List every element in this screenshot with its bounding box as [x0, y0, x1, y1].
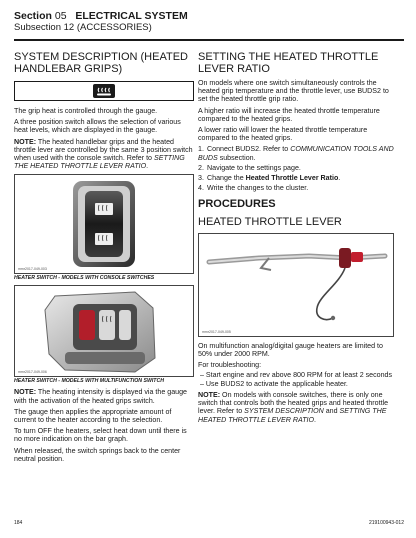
step-number: 3. [198, 174, 204, 183]
step-number: 2. [198, 163, 204, 172]
note-link-system-description[interactable]: SYSTEM DESCRIPTION [244, 407, 324, 416]
step-text-end: subsection. [217, 153, 256, 162]
note-end: . [146, 162, 149, 171]
lower-ratio-text: A lower ratio will lower the heated throttle temperature compared to the heated grips. [198, 126, 368, 143]
rpm-limit-text: On multifunction analog/digital gauge heaters are limited to 50% under 2000 RPM. [198, 341, 383, 359]
figure-ref: mmr2017-049-006 [18, 370, 47, 375]
multifunction-switch-image [15, 286, 193, 376]
note-end: . [314, 415, 316, 424]
document-number: 219100943-012 [368, 520, 404, 526]
step-bold-term: Heated Throttle Lever Ratio [245, 174, 339, 183]
step-link[interactable]: COMMUNICATION TOOLS AND BUDS [198, 145, 394, 162]
console-switch-image [15, 175, 193, 273]
troubleshooting-list [198, 371, 394, 388]
grip-heat-intro: The grip heat is controlled through the gauge. [14, 107, 158, 115]
page-number: 184 [14, 520, 23, 526]
note-text: The heating intensity is displayed via the gauge with the activation of the heated grips switch. [14, 388, 187, 405]
left-column [14, 52, 194, 466]
section-title: ELECTRICAL SYSTEM [75, 10, 188, 22]
subsection-heading: Subsection 12 (ACCESSORIES) [14, 22, 152, 33]
step-number: 1. [198, 145, 204, 154]
page-header [14, 10, 404, 34]
step-text: Write the changes to the cluster. [207, 184, 309, 193]
procedures-heading: PROCEDURES [198, 198, 276, 211]
section-heading [14, 10, 404, 22]
step-number: 4. [198, 184, 204, 193]
note-shared-switch [14, 138, 194, 171]
header-rule [14, 39, 404, 41]
gauge-current-text: The gauge then applies the appropriate amount of current to the heater according to the selection. [14, 407, 172, 425]
throttle-lever-image [199, 234, 393, 336]
note-mid: and [323, 407, 340, 416]
note-label: NOTE: [14, 388, 37, 397]
step-item [198, 145, 394, 161]
step-text: Navigate to the settings page. [207, 163, 301, 172]
note-label: NOTE: [198, 390, 221, 399]
system-description-title: SYSTEM DESCRIPTION (HEATED HANDLEBAR GRIPS) [14, 51, 188, 75]
heated-grip-icon [93, 84, 115, 98]
heated-grip-icon-box [14, 81, 194, 101]
switch-release-text: When released, the switch springs back to the center neutral position. [14, 446, 181, 463]
section-number: 05 [54, 10, 67, 22]
page-footer [14, 520, 404, 526]
higher-ratio-text: A higher ratio will increase the heated throttle temperature compared to the heated grips. [198, 106, 380, 123]
step-item [198, 184, 394, 192]
ratio-intro-text: On models where one switch simultaneously controls the heated grip temperature and the throttle lever, use BUDS2 to set the heated throttle grip ratio. [198, 79, 389, 104]
note-link-setting-ratio[interactable]: SETTING THE HEATED THROTTLE LEVER RATIO [198, 407, 387, 424]
troubleshooting-item-text: Use BUDS2 to activate the applicable heater. [205, 379, 348, 388]
troubleshooting-item-text: Start engine and rev above 800 RPM for at least 2 seconds [205, 370, 393, 379]
note-link[interactable]: SETTING THE HEATED THROTTLE LEVER RATIO [14, 154, 185, 171]
turn-off-heaters-text: To turn OFF the heaters, select heat down until there is no more indication on the bar graph. [14, 427, 187, 444]
setting-ratio-title: SETTING THE HEATED THROTTLE LEVER RATIO [198, 51, 379, 75]
step-text: Connect BUDS2. Refer to [207, 145, 291, 154]
multifunction-switch-figure [14, 285, 194, 377]
note-text: The heated handlebar grips and the heated throttle lever are controlled by the same 3 position switch when used with the console switch. Refer to [14, 137, 193, 163]
step-item [198, 164, 394, 172]
console-switch-figure [14, 174, 194, 274]
throttle-lever-figure [198, 233, 394, 337]
note-heating-intensity [14, 388, 194, 404]
step-text-end: . [338, 174, 341, 183]
step-item [198, 174, 394, 182]
figure-ref: mmr2017-049-005 [202, 329, 231, 334]
note-console-switches [198, 391, 394, 424]
figure-ref: mmr2017-049-003 [18, 267, 47, 272]
heated-throttle-lever-heading: HEATED THROTTLE LEVER [198, 216, 342, 229]
console-switch-caption: HEATER SWITCH - MODELS WITH CONSOLE SWITCHES [14, 275, 155, 282]
troubleshooting-item: – Use BUDS2 to activate the applicable heater. [200, 379, 348, 388]
right-column [198, 52, 394, 427]
note-text: On models with console switches, there is only one switch that controls both the heated grips and heated throttle lever. Refer to [198, 390, 389, 416]
note-label: NOTE: [14, 137, 37, 146]
step-text: Change the [207, 174, 246, 183]
ratio-steps-list [198, 145, 394, 192]
three-position-switch-text: A three position switch allows the selection of various heat levels, which are displayed in the gauge. [14, 118, 181, 135]
troubleshooting-item: – Start engine and rev above 800 RPM for at least 2 seconds [200, 370, 393, 379]
section-label: Section [14, 10, 52, 22]
troubleshooting-label: For troubleshooting: [198, 361, 262, 370]
multifunction-switch-caption: HEATER SWITCH - MODELS WITH MULTIFUNCTION SWITCH [14, 378, 164, 385]
